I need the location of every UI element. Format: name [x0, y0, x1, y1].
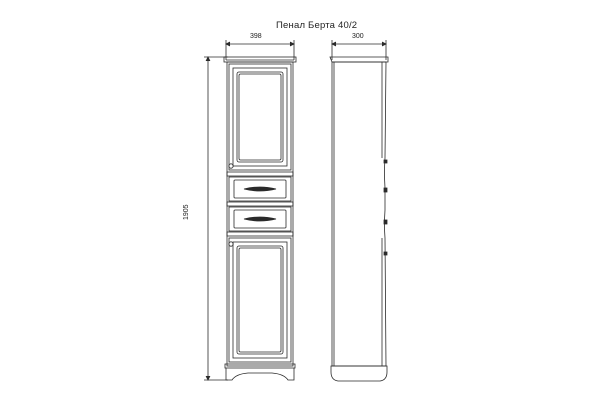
- width-dimension-label: 398: [250, 33, 262, 40]
- height-dimension-line: [204, 57, 228, 380]
- drawer-2-handle-icon: [244, 217, 276, 221]
- drawer-1-handle-icon: [244, 187, 276, 191]
- depth-dimension-label: 300: [352, 33, 364, 40]
- lower-door-knob-icon: [229, 242, 233, 246]
- front-view: [224, 57, 296, 380]
- upper-door-knob-icon: [229, 164, 233, 168]
- drawing-title: Пенал Берта 40/2: [276, 20, 358, 31]
- side-view: [330, 57, 388, 381]
- drawer-1: [229, 177, 291, 201]
- drawer-2: [229, 207, 291, 231]
- height-dimension-label: 1905: [183, 204, 190, 220]
- plinth: [226, 368, 294, 380]
- lower-door: [229, 238, 291, 362]
- upper-door: [229, 64, 291, 170]
